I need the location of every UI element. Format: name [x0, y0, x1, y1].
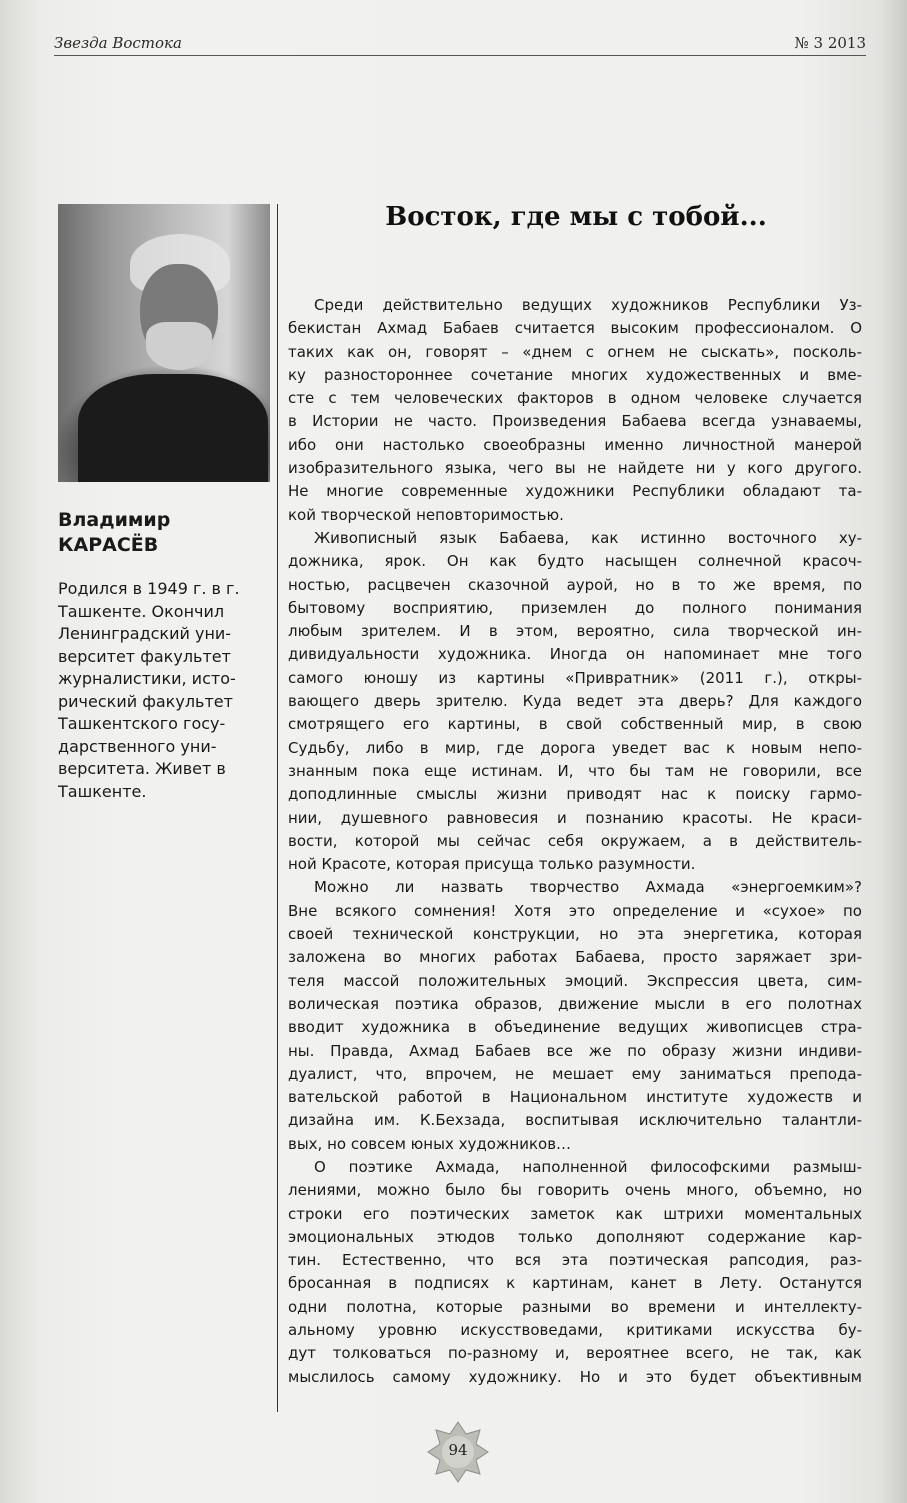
author-photo	[58, 204, 270, 482]
text-line: бросанная в подписях к картинам, канет в Лету. Останутся	[288, 1274, 862, 1293]
text-line: знанным пока еще истинам. И, что бы там не говорили, все	[288, 761, 862, 780]
text-line: волическая поэтика образов, движение мысли в его полотнах	[288, 994, 862, 1013]
text-line: в Истории не часто. Произведения Бабаева всегда узнаваемы,	[288, 412, 862, 431]
bio-line: Ташкенте. Окончил	[58, 601, 225, 621]
text-line: Судьбу, либо в мир, где дорога уведет вас к новым непо-	[288, 738, 862, 757]
text-line: Не многие современные художники Республики обладают та-	[288, 482, 862, 501]
bio-line: Родился в 1949 г. в г.	[58, 579, 240, 598]
text-line: таких как он, говорят – «днем с огнем не сыскать», посколь-	[288, 342, 862, 361]
text-line: бытовому восприятию, приземлен до полного понимания	[288, 598, 862, 617]
text-line: вводит художника в объединение ведущих живописцев стра-	[288, 1018, 862, 1037]
text-line: дуалист, что, впрочем, не мешает ему заниматься препода-	[288, 1064, 862, 1083]
bio-line: Ташкенте.	[58, 781, 147, 801]
text-line: вости, которой мы сейчас себя окружаем, а в действитель-	[288, 831, 862, 850]
text-line: Можно ли назвать творчество Ахмада «энергоемким»?	[314, 878, 862, 897]
text-line: эмоциональных этюдов только дополняют содержание кар-	[288, 1227, 862, 1246]
text-line: строки его поэтических заметок как штрихи моментальных	[288, 1204, 862, 1223]
text-line: ку разностороннее сочетание многих художественных и вме-	[288, 365, 862, 384]
author-column	[58, 204, 270, 803]
author-last-name: КАРАСЁВ	[58, 534, 159, 556]
text-line: Живописный язык Бабаева, как истинно восточного ху-	[314, 528, 862, 547]
page-number: 94	[448, 1441, 468, 1459]
text-line: О поэтике Ахмада, наполненной философскими размыш-	[314, 1157, 862, 1176]
text-line: вающего дверь зрителю. Куда ведет эта дверь? Для каждого	[288, 692, 862, 711]
text-line: одни полотна, которые разными во времени и интеллекту-	[288, 1297, 862, 1316]
page-number-badge	[426, 1420, 490, 1484]
bio-line: журналистики, исто-	[58, 669, 236, 688]
text-line: дожника, ярок. Он как будто насыщен солнечной красоч-	[288, 552, 862, 571]
text-line: дивидуальности художника. Иногда он напоминает мне того	[288, 645, 862, 664]
text-line: Вне всякого сомнения! Хотя это определение и «сухое» по	[288, 901, 862, 920]
text-line: заложена во многих работах Бабаева, просто заряжает зри-	[288, 948, 862, 967]
text-line: сте с тем человеческих факторов в одном человеке случается	[288, 389, 862, 408]
text-line: альному уровню искусствоведами, критиками искусства бу-	[288, 1321, 862, 1340]
text-line: самого юношу из картины «Привратник» (2011 г.), откры-	[288, 668, 862, 687]
text-line: вых, но совсем юных художников…	[288, 1134, 572, 1153]
text-line: кой творческой неповторимостью.	[288, 505, 564, 524]
journal-name: Звезда Востока	[54, 34, 182, 52]
article-title: Восток, где мы с тобой...	[385, 202, 767, 232]
bio-line: Ленинградский уни-	[58, 624, 232, 643]
bio-line: верситета. Живет в	[58, 759, 226, 778]
text-line: тин. Естественно, что вся эта поэтическая рапсодия, раз-	[288, 1251, 862, 1270]
text-line: доподлинные смыслы жизни приводят нас к поиску гармо-	[288, 785, 862, 804]
bio-line: верситет факультет	[58, 646, 231, 666]
text-line: изобразительного языка, чего вы не найдете ни у кого другого.	[288, 459, 862, 478]
photo-beard	[146, 322, 212, 370]
text-line: Среди действительно ведущих художников Республики Уз-	[314, 296, 862, 314]
author-bio	[58, 578, 270, 803]
header-rule	[54, 55, 866, 56]
bio-line: дарственного уни-	[58, 736, 217, 756]
text-line: ибо они настолько своеобразны именно личностной манерой	[288, 435, 862, 454]
text-line: ной Красоте, которая присуща только разумности.	[288, 855, 696, 874]
text-line: вательской работой в Национальном институте художеств и	[288, 1088, 862, 1107]
text-line: своей технической конструкции, но эта энергетика, которая	[288, 925, 862, 944]
text-line: ностью, расцвечен сказочной аурой, но в то же время, по	[288, 575, 862, 594]
text-line: бекистан Ахмад Бабаев считается высоким профессионалом. О	[288, 319, 862, 338]
author-first-name: Владимир	[58, 509, 171, 531]
text-line: теля массой положительных эмоций. Экспрессия цвета, сим-	[288, 971, 862, 990]
column-divider	[277, 204, 278, 1412]
article-body	[288, 294, 862, 1389]
text-line: нии, душевного равновесия и познанию красоты. Не краси-	[288, 808, 862, 827]
text-line: любым зрителем. И в этом, вероятно, сила творческой ин-	[288, 622, 862, 641]
bio-line: рический факультет	[58, 691, 233, 711]
text-line: мыслилось самому художнику. Но и это будет объективным	[288, 1367, 862, 1386]
text-line: дут толковаться по-разному и, вероятнее всего, не так, как	[288, 1344, 862, 1363]
text-line: ны. Правда, Ахмад Бабаев все же по образу жизни индиви-	[288, 1041, 862, 1060]
bio-line: Ташкентского госу-	[58, 714, 226, 733]
text-line: лениями, можно было бы говорить очень много, объемно, но	[288, 1181, 862, 1200]
text-line: дизайна им. К.Бехзада, воспитывая исключительно талантли-	[288, 1111, 862, 1130]
issue-number: № 3 2013	[794, 34, 866, 52]
text-line: смотрящего его картины, в свой собственный мир, в свою	[288, 715, 862, 734]
running-header	[54, 34, 866, 58]
photo-shirt	[78, 374, 268, 482]
